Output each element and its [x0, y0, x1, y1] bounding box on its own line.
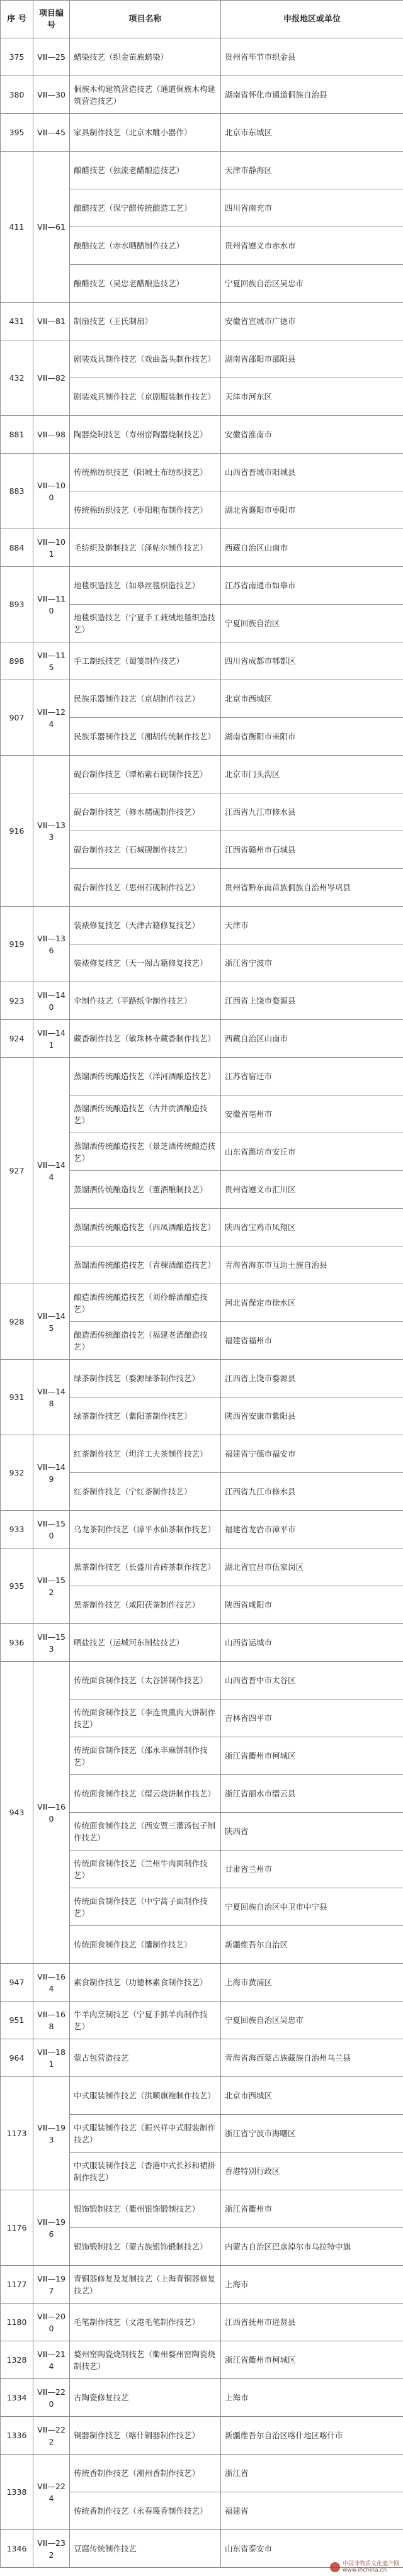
table-row: [1, 1511, 403, 1548]
table-row: [1, 2266, 403, 2304]
project-code: Ⅷ—150: [33, 1511, 70, 1548]
project-name: 传统面食制作技艺（馕制作技艺）: [70, 1926, 221, 1964]
applying-region: 江苏省宿迁市: [221, 1058, 403, 1095]
applying-region: 江西省上饶市婺源县: [221, 982, 403, 1020]
table-row: [1, 2190, 403, 2228]
table-header: [1, 1, 403, 38]
project-name: 传统面食制作技艺（西安贾三灌汤包子制作技艺）: [70, 1813, 221, 1851]
table-row: [1, 2417, 403, 2455]
table-row: [1, 1548, 403, 1586]
row-number: 893: [1, 567, 33, 642]
project-name: 砚台制作技艺（石城砚制作技艺）: [70, 831, 221, 869]
row-number: 431: [1, 303, 33, 340]
table-row: [1, 567, 403, 605]
project-name: 绿茶制作技艺（紫阳茶制作技艺）: [70, 1397, 221, 1435]
project-name: 传统面食制作技艺（李连贵熏肉大饼制作技艺）: [70, 1700, 221, 1737]
project-name: 剧装戏具制作技艺（京剧服装制作技艺）: [70, 378, 221, 416]
applying-region: 山西省晋中市太谷区: [221, 1662, 403, 1700]
project-name: 酿醋技艺（吴忠老醋酿造技艺）: [70, 265, 221, 303]
applying-region: 贵州省毕节市织金县: [221, 38, 403, 76]
row-number: 375: [1, 38, 33, 76]
project-code: Ⅷ—30: [33, 76, 70, 114]
project-name: 传统面食制作技艺（太谷饼制作技艺）: [70, 1662, 221, 1700]
applying-region: 江苏省南通市如皋市: [221, 567, 403, 605]
project-name: 砚台制作技艺（修水赭砚制作技艺）: [70, 793, 221, 831]
project-code: Ⅷ—144: [33, 1058, 70, 1284]
table-row: [1, 1964, 403, 2002]
applying-region: 内蒙古自治区巴彦淖尔市乌拉特中旗: [221, 2228, 403, 2266]
project-name: 黑茶制作技艺（咸阳茯茶制作技艺）: [70, 1586, 221, 1624]
applying-region: 福建省龙岩市漳平市: [221, 1511, 403, 1548]
project-name: 酿醋技艺（赤水晒醋制作技艺）: [70, 227, 221, 265]
table-row: [1, 907, 403, 944]
table-row: [1, 38, 403, 76]
applying-region: 安徽省宣城市广德市: [221, 303, 403, 340]
project-name: 蒸馏酒传统酿造技艺（洋河酒酿造技艺）: [70, 1058, 221, 1095]
table-row: [1, 152, 403, 189]
row-number: 395: [1, 114, 33, 152]
applying-region: 北京市门头沟区: [221, 756, 403, 793]
table-row: [1, 2304, 403, 2341]
project-name: 蒸馏酒传统酿造技艺（西凤酒酿造技艺）: [70, 1209, 221, 1246]
table-row: [1, 114, 403, 152]
project-name: 晒盐技艺（运城河东制盐技艺）: [70, 1624, 221, 1662]
applying-region: 北京市西城区: [221, 680, 403, 718]
applying-region: 山东省潍坊市安丘市: [221, 1133, 403, 1171]
row-number: 1336: [1, 2417, 33, 2455]
applying-region: 四川省南充市: [221, 189, 403, 227]
project-code: Ⅷ—196: [33, 2190, 70, 2266]
project-name: 传统面食制作技艺（邵永丰麻饼制作技艺）: [70, 1737, 221, 1775]
applying-region: 山东省泰安市: [221, 2530, 403, 2568]
table-row: [1, 2455, 403, 2492]
project-code: Ⅷ—101: [33, 529, 70, 567]
project-name: 侗族木构建筑营造技艺（通道侗族木构建筑营造技艺）: [70, 76, 221, 114]
project-name: 素食制作技艺（功德林素食制作技艺）: [70, 1964, 221, 2002]
watermark-title: 中国非物质文化遗产网: [342, 2561, 399, 2567]
table-row: [1, 982, 403, 1020]
project-code: Ⅷ—81: [33, 303, 70, 340]
table-body: [1, 38, 403, 2568]
applying-region: 贵州省遵义市赤水市: [221, 227, 403, 265]
row-number: 411: [1, 152, 33, 303]
applying-region: 河北省保定市徐水区: [221, 1284, 403, 1322]
row-number: 964: [1, 2039, 33, 2077]
watermark-text: [343, 2561, 399, 2573]
applying-region: 天津市静海区: [221, 152, 403, 189]
applying-region: 西藏自治区山南市: [221, 1020, 403, 1058]
watermark-url: www.ihchina.cn: [342, 2567, 387, 2573]
project-name: 婺州窑陶瓷烧制技艺（衢州婺州窑陶瓷烧制技艺）: [70, 2341, 221, 2379]
row-number: 898: [1, 642, 33, 680]
table-row: [1, 1020, 403, 1058]
row-number: 907: [1, 680, 33, 756]
applying-region: 上海市黄浦区: [221, 1964, 403, 2002]
project-name: 蒸馏酒传统酿造技艺（董酒酿制技艺）: [70, 1171, 221, 1209]
row-number: 951: [1, 2002, 33, 2039]
row-number: 923: [1, 982, 33, 1020]
project-name: 中式服装制作技艺（振兴祥中式服装制作技艺）: [70, 2115, 221, 2153]
project-name: 毛笔制作技艺（文港毛笔制作技艺）: [70, 2304, 221, 2341]
table-row: [1, 642, 403, 680]
applying-region: 浙江省宁波市海曙区: [221, 2115, 403, 2153]
table-row: [1, 1284, 403, 1322]
project-name: 毛纺织及擀制技艺（泽帖尔制作技艺）: [70, 529, 221, 567]
project-name: 装裱修复技艺（天津古籍修复技艺）: [70, 907, 221, 944]
applying-region: 浙江省: [221, 2455, 403, 2492]
applying-region: 湖北省宜昌市伍家岗区: [221, 1548, 403, 1586]
table-row: [1, 529, 403, 567]
applying-region: 青海省海东市互助土族自治县: [221, 1246, 403, 1284]
project-name: 红茶制作技艺（坦洋工夫茶制作技艺）: [70, 1435, 221, 1473]
applying-region: 福建省宁德市福安市: [221, 1435, 403, 1473]
project-code: Ⅷ—145: [33, 1284, 70, 1360]
table-row: [1, 2002, 403, 2039]
project-name: 手工制纸技艺（蜀笺制作技艺）: [70, 642, 221, 680]
row-number: 933: [1, 1511, 33, 1548]
project-code: Ⅷ—25: [33, 38, 70, 76]
project-name: 传统面食制作技艺（缙云烧饼制作技艺）: [70, 1775, 221, 1813]
project-code: Ⅷ—100: [33, 454, 70, 529]
project-code: Ⅷ—164: [33, 1964, 70, 2002]
applying-region: 江西省九江市修水县: [221, 1473, 403, 1511]
applying-region: 陕西省: [221, 1813, 403, 1851]
applying-region: 浙江省衢州市: [221, 2190, 403, 2228]
applying-region: 西藏自治区山南市: [221, 529, 403, 567]
applying-region: 浙江省衢州市柯城区: [221, 2341, 403, 2379]
site-logo-icon: [330, 2562, 340, 2572]
row-number: 883: [1, 454, 33, 529]
project-code: Ⅷ—160: [33, 1662, 70, 1964]
row-number: 1334: [1, 2379, 33, 2417]
row-number: 1180: [1, 2304, 33, 2341]
applying-region: 天津市河东区: [221, 378, 403, 416]
project-name: 牛羊肉烹制技艺（宁夏手抓羊肉制作技艺）: [70, 2002, 221, 2039]
project-name: 伞制作技艺（平路纸伞制作技艺）: [70, 982, 221, 1020]
applying-region: 上海市: [221, 2379, 403, 2417]
header-project-name: 项目名称: [70, 1, 221, 38]
project-code: Ⅷ—98: [33, 416, 70, 454]
project-name: 酿醋技艺（独流老醋酿造技艺）: [70, 152, 221, 189]
row-number: 1176: [1, 2190, 33, 2266]
project-name: 制扇技艺（王氏制扇）: [70, 303, 221, 340]
row-number: 380: [1, 76, 33, 114]
project-code: Ⅷ—193: [33, 2077, 70, 2190]
row-number: 1338: [1, 2455, 33, 2530]
row-number: 928: [1, 1284, 33, 1360]
applying-region: 安徽省亳州市: [221, 1095, 403, 1133]
project-name: 蜡染技艺（织金苗族蜡染）: [70, 38, 221, 76]
table-row: [1, 303, 403, 340]
project-name: 银饰锻制技艺（衢州银饰锻制技艺）: [70, 2190, 221, 2228]
header-number: 序 号: [1, 1, 33, 38]
applying-region: 安徽省淮南市: [221, 416, 403, 454]
project-code: Ⅷ—152: [33, 1548, 70, 1624]
table-row: [1, 340, 403, 378]
project-name: 青铜器修复及复制技艺（上海青铜器修复技艺）: [70, 2266, 221, 2304]
applying-region: 吉林省四平市: [221, 1700, 403, 1737]
applying-region: 湖南省邵阳市邵阳县: [221, 340, 403, 378]
project-name: 豆腐传统制作技艺: [70, 2530, 221, 2568]
applying-region: 上海市: [221, 2266, 403, 2304]
project-code: Ⅷ—197: [33, 2266, 70, 2304]
project-code: Ⅷ—149: [33, 1435, 70, 1511]
table-row: [1, 1435, 403, 1473]
project-name: 铜器制作技艺（喀什铜器制作技艺）: [70, 2417, 221, 2455]
project-name: 剧装戏具制作技艺（戏曲盔头制作技艺）: [70, 340, 221, 378]
project-code: Ⅷ—115: [33, 642, 70, 680]
applying-region: 福建省福州市: [221, 1322, 403, 1360]
applying-region: 宁夏回族自治区吴忠市: [221, 265, 403, 303]
project-code: Ⅷ—110: [33, 567, 70, 642]
applying-region: 江西省上饶市婺源县: [221, 1360, 403, 1397]
applying-region: 湖北省襄阳市枣阳市: [221, 491, 403, 529]
row-number: 927: [1, 1058, 33, 1284]
applying-region: 甘肃省兰州市: [221, 1851, 403, 1888]
applying-region: 北京市东城区: [221, 114, 403, 152]
project-name: 中式服装制作技艺（洪顺旗袍制作技艺）: [70, 2077, 221, 2115]
project-name: 传统面食制作技艺（兰州牛肉面制作技艺）: [70, 1851, 221, 1888]
project-code: Ⅷ—140: [33, 982, 70, 1020]
row-number: 1328: [1, 2341, 33, 2379]
header-applying-region: 申报地区或单位: [221, 1, 403, 38]
applying-region: 香港特别行政区: [221, 2153, 403, 2190]
applying-region: 浙江省丽水市缙云县: [221, 1775, 403, 1813]
applying-region: 山西省运城市: [221, 1624, 403, 1662]
project-code: Ⅷ—222: [33, 2417, 70, 2455]
table-row: [1, 2341, 403, 2379]
header-row: [1, 1, 403, 38]
applying-region: 陕西省安康市紫阳县: [221, 1397, 403, 1435]
project-name: 蒙古包营造技艺: [70, 2039, 221, 2077]
applying-region: 江西省九江市修水县: [221, 793, 403, 831]
row-number: 919: [1, 907, 33, 982]
project-code: Ⅷ—148: [33, 1360, 70, 1435]
project-code: Ⅷ—181: [33, 2039, 70, 2077]
project-code: Ⅷ—200: [33, 2304, 70, 2341]
project-name: 古陶瓷修复技艺: [70, 2379, 221, 2417]
project-name: 民族乐器制作技艺（湘胡传统制作技艺）: [70, 718, 221, 756]
applying-region: 宁夏回族自治区: [221, 605, 403, 642]
applying-region: 北京市西城区: [221, 2077, 403, 2115]
header-project-code: 项目编号: [33, 1, 70, 38]
row-number: 916: [1, 756, 33, 907]
project-name: 中式服装制作技艺（香港中式长衫和裙褂制作技艺）: [70, 2153, 221, 2190]
applying-region: 山西省晋城市阳城县: [221, 454, 403, 491]
project-code: Ⅷ—124: [33, 680, 70, 756]
table-row: [1, 756, 403, 793]
row-number: 932: [1, 1435, 33, 1511]
project-code: Ⅷ—141: [33, 1020, 70, 1058]
table-row: [1, 454, 403, 491]
project-name: 蒸馏酒传统酿造技艺（景芝酒传统酿造技艺）: [70, 1133, 221, 1171]
project-name: 传统香制作技艺（永春篾香制作技艺）: [70, 2492, 221, 2530]
project-name: 黑茶制作技艺（长盛川青砖茶制作技艺）: [70, 1548, 221, 1586]
table-row: [1, 76, 403, 114]
project-name: 民族乐器制作技艺（京胡制作技艺）: [70, 680, 221, 718]
project-code: Ⅷ—232: [33, 2530, 70, 2568]
row-number: 881: [1, 416, 33, 454]
site-watermark: [330, 2561, 399, 2573]
project-name: 砚台制作技艺（思州石砚制作技艺）: [70, 869, 221, 907]
applying-region: 贵州省黔东南苗族侗族自治州岑巩县: [221, 869, 403, 907]
row-number: 924: [1, 1020, 33, 1058]
table-row: [1, 2039, 403, 2077]
applying-region: 湖南省衡阳市耒阳市: [221, 718, 403, 756]
project-name: 传统面食制作技艺（中宁蒿子面制作技艺）: [70, 1888, 221, 1926]
row-number: 884: [1, 529, 33, 567]
project-name: 绿茶制作技艺（婺源绿茶制作技艺）: [70, 1360, 221, 1397]
table-row: [1, 2077, 403, 2115]
project-name: 家具制作技艺（北京木雕小器作）: [70, 114, 221, 152]
applying-region: 宁夏回族自治区吴忠市: [221, 2002, 403, 2039]
table-row: [1, 680, 403, 718]
row-number: 1173: [1, 2077, 33, 2190]
project-name: 地毯织造技艺（宁夏手工栽绒地毯织造技艺）: [70, 605, 221, 642]
table-row: [1, 2379, 403, 2417]
applying-region: 浙江省衢州市柯城区: [221, 1737, 403, 1775]
project-code: Ⅷ—136: [33, 907, 70, 982]
project-name: 陶器烧制技艺（寿州窑陶器烧制技艺）: [70, 416, 221, 454]
project-name: 地毯织造技艺（如皋丝毯织造技艺）: [70, 567, 221, 605]
project-name: 红茶制作技艺（宁红茶制作技艺）: [70, 1473, 221, 1511]
applying-region: 陕西省宝鸡市凤翔区: [221, 1209, 403, 1246]
project-name: 酿造酒传统酿造技艺（福建老酒酿造技艺）: [70, 1322, 221, 1360]
project-name: 装裱修复技艺（天一阁古籍修复技艺）: [70, 944, 221, 982]
project-name: 传统棉纺织技艺（枣阳粗布制作技艺）: [70, 491, 221, 529]
applying-region: 四川省成都市郫都区: [221, 642, 403, 680]
project-name: 银饰锻制技艺（蒙古族银饰锻制技艺）: [70, 2228, 221, 2266]
project-code: Ⅷ—133: [33, 756, 70, 907]
project-code: Ⅷ—168: [33, 2002, 70, 2039]
project-name: 砚台制作技艺（潭柘紫石砚制作技艺）: [70, 756, 221, 793]
project-code: Ⅷ—61: [33, 152, 70, 303]
table-row: [1, 416, 403, 454]
table-row: [1, 1058, 403, 1095]
applying-region: 江西省赣州市石城县: [221, 831, 403, 869]
row-number: 943: [1, 1662, 33, 1964]
row-number: 936: [1, 1624, 33, 1662]
project-code: Ⅷ—153: [33, 1624, 70, 1662]
project-name: 乌龙茶制作技艺（漳平水仙茶制作技艺）: [70, 1511, 221, 1548]
row-number: 1177: [1, 2266, 33, 2304]
table-row: [1, 1360, 403, 1397]
row-number: 935: [1, 1548, 33, 1624]
project-name: 传统香制作技艺（潮州香制作技艺）: [70, 2455, 221, 2492]
row-number: 1346: [1, 2530, 33, 2568]
project-name: 藏香制作技艺（敏珠林寺藏香制作技艺）: [70, 1020, 221, 1058]
project-name: 酿醋技艺（保宁醋传统酿造工艺）: [70, 189, 221, 227]
applying-region: 江西省抚州市进贤县: [221, 2304, 403, 2341]
project-name: 传统棉纺织技艺（阳城土布纺织技艺）: [70, 454, 221, 491]
applying-region: 陕西省咸阳市: [221, 1586, 403, 1624]
row-number: 432: [1, 340, 33, 416]
applying-region: 新疆维吾尔自治区: [221, 1926, 403, 1964]
applying-region: 湖南省怀化市通道侗族自治县: [221, 76, 403, 114]
applying-region: 福建省: [221, 2492, 403, 2530]
project-code: Ⅷ—45: [33, 114, 70, 152]
project-code: Ⅷ—220: [33, 2379, 70, 2417]
table-row: [1, 1624, 403, 1662]
project-name: 蒸馏酒传统酿造技艺（青稞酒酿造技艺）: [70, 1246, 221, 1284]
applying-region: 浙江省宁波市: [221, 944, 403, 982]
project-code: Ⅷ—82: [33, 340, 70, 416]
row-number: 931: [1, 1360, 33, 1435]
applying-region: 贵州省遵义市汇川区: [221, 1171, 403, 1209]
project-code: Ⅷ—214: [33, 2341, 70, 2379]
project-name: 酿造酒传统酿造技艺（刘伶醉酒酿造技艺）: [70, 1284, 221, 1322]
applying-region: 青海省海西蒙古族藏族自治州乌兰县: [221, 2039, 403, 2077]
project-name: 蒸馏酒传统酿造技艺（古井贡酒酿造技艺）: [70, 1095, 221, 1133]
applying-region: 天津市: [221, 907, 403, 944]
applying-region: 宁夏回族自治区中卫市中宁县: [221, 1888, 403, 1926]
project-code: Ⅷ—224: [33, 2455, 70, 2530]
table-row: [1, 1662, 403, 1700]
applying-region: 新疆维吾尔自治区喀什地区喀什市: [221, 2417, 403, 2455]
row-number: 947: [1, 1964, 33, 2002]
